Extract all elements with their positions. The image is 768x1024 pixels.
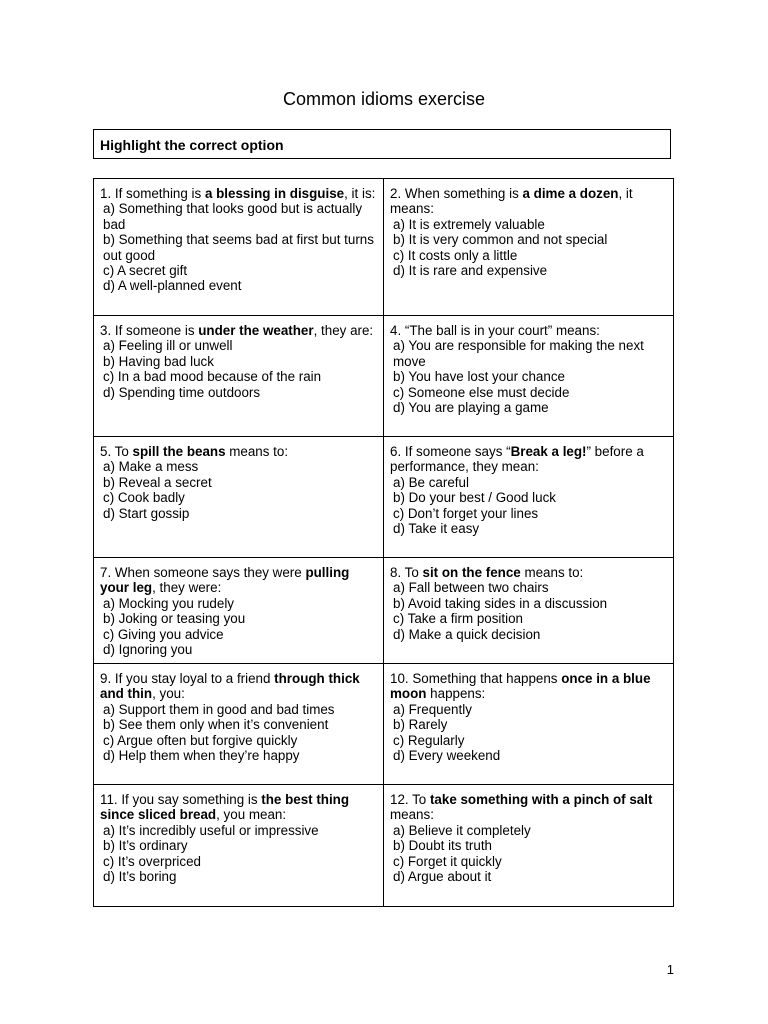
question-row: [94, 558, 674, 664]
question-text: 3. If someone is: [100, 323, 199, 338]
question-text: 7. When someone says they were: [100, 565, 306, 580]
answer-option[interactable]: d) Take it easy: [393, 521, 480, 537]
question-cell: [384, 316, 674, 437]
question-text: 1. If something is: [100, 186, 205, 201]
answer-option[interactable]: a) Frequently: [393, 701, 472, 717]
question-cell: [94, 785, 384, 907]
idiom-text: a blessing in disguise: [204, 186, 345, 201]
page-number: 1: [666, 962, 674, 977]
answer-option[interactable]: c) It costs only a little: [393, 247, 518, 263]
question-prompt: [100, 792, 377, 823]
question-prompt: [390, 792, 667, 823]
question-text: 10. Something that happens: [390, 671, 562, 686]
question-cell: [384, 785, 674, 907]
answer-option[interactable]: b) It’s ordinary: [103, 838, 188, 854]
idiom-text: take something with a pinch of salt: [429, 792, 653, 807]
answer-option[interactable]: c) Argue often but forgive quickly: [103, 732, 298, 748]
question-cell: [94, 316, 384, 437]
answer-option[interactable]: a) Feeling ill or unwell: [103, 338, 233, 354]
question-text: 8. To: [390, 565, 423, 580]
question-text: 12. To: [390, 792, 430, 807]
answer-option[interactable]: b) Having bad luck: [103, 353, 214, 369]
idiom-text: under the weather: [198, 323, 314, 338]
question-prompt: [390, 565, 667, 580]
answer-option[interactable]: d) Spending time outdoors: [103, 384, 261, 400]
question-prompt: [390, 186, 667, 217]
question-text-suffix: , you:: [152, 686, 185, 702]
answer-option[interactable]: d) It’s boring: [103, 869, 177, 885]
idiom-text: the best thing since sliced bread: [100, 792, 350, 823]
answer-option[interactable]: b) Rarely: [393, 717, 448, 733]
answer-option[interactable]: c) Don’t forget your lines: [393, 505, 539, 521]
answer-option[interactable]: b) It is very common and not special: [393, 232, 608, 248]
answer-option[interactable]: c) Take a firm position: [393, 611, 523, 627]
answer-option[interactable]: d) Start gossip: [103, 505, 190, 521]
answer-option[interactable]: c) Regularly: [393, 732, 465, 748]
answer-option[interactable]: b) Do your best / Good luck: [393, 490, 556, 506]
answer-option[interactable]: c) It’s overpriced: [103, 853, 201, 869]
question-text: 2. When something is: [390, 186, 523, 201]
question-prompt: [100, 186, 377, 201]
answer-option[interactable]: d) A well-planned event: [103, 278, 242, 294]
answer-option[interactable]: b) You have lost your chance: [393, 369, 565, 385]
idiom-text: through thick and thin: [100, 671, 360, 702]
question-text-suffix: happens:: [426, 686, 486, 702]
question-text: 4. “The ball is in your court” means:: [390, 323, 600, 338]
question-cell: [384, 664, 674, 785]
answer-option[interactable]: d) Make a quick decision: [393, 626, 541, 642]
answer-option[interactable]: b) Reveal a secret: [103, 474, 212, 490]
answer-option[interactable]: d) Argue about it: [393, 869, 492, 885]
answer-option[interactable]: c) Someone else must decide: [393, 384, 570, 400]
question-text-suffix: , it means:: [390, 186, 633, 217]
answer-option[interactable]: d) Ignoring you: [103, 642, 193, 658]
answer-option[interactable]: b) Doubt its truth: [393, 838, 492, 854]
question-text: 9. If you stay loyal to a friend: [100, 671, 275, 686]
question-text-suffix: , it is:: [344, 186, 376, 201]
idiom-text: Break a leg!: [510, 444, 587, 459]
question-row: [94, 179, 674, 316]
answer-option[interactable]: a) Be careful: [393, 474, 469, 490]
question-prompt: [100, 671, 377, 702]
answer-option[interactable]: c) Cook badly: [103, 490, 185, 506]
question-cell: [384, 558, 674, 664]
instruction-box: [93, 129, 671, 159]
question-row: [94, 664, 674, 785]
question-text-suffix: ” before a performance, they mean:: [390, 444, 644, 475]
instruction-text: Highlight the correct option: [100, 137, 284, 153]
idiom-text: a dime a dozen: [522, 186, 619, 201]
answer-option[interactable]: c) In a bad mood because of the rain: [103, 369, 322, 385]
answer-option[interactable]: a) It is extremely valuable: [393, 216, 545, 232]
question-text: 5. To: [100, 444, 133, 459]
answer-option[interactable]: b) Something that seems bad at first but turns out good: [103, 232, 374, 263]
question-prompt: [390, 323, 667, 338]
answer-option[interactable]: d) It is rare and expensive: [393, 263, 548, 279]
answer-option[interactable]: a) Believe it completely: [393, 822, 531, 838]
answer-option[interactable]: a) Fall between two chairs: [393, 580, 549, 596]
question-prompt: [390, 671, 667, 702]
question-text: 11. If you say something is: [100, 792, 262, 807]
question-text-suffix: means to:: [225, 444, 289, 459]
question-prompt: [100, 444, 377, 459]
question-cell: [94, 179, 384, 316]
question-text: 6. If someone says “: [390, 444, 511, 459]
question-cell: [94, 437, 384, 558]
answer-option[interactable]: c) Giving you advice: [103, 626, 224, 642]
question-text-suffix: , you mean:: [216, 807, 287, 823]
idiom-text: sit on the fence: [422, 565, 521, 580]
question-cell: [384, 179, 674, 316]
answer-option[interactable]: b) Joking or teasing you: [103, 611, 246, 627]
answer-option[interactable]: b) Avoid taking sides in a discussion: [393, 595, 608, 611]
question-grid: [93, 178, 674, 907]
answer-option[interactable]: a) Support them in good and bad times: [103, 701, 335, 717]
question-prompt: [390, 444, 667, 475]
idiom-text: pulling your leg: [100, 565, 350, 596]
answer-option[interactable]: c) Forget it quickly: [393, 853, 502, 869]
question-cell: [94, 664, 384, 785]
answer-option[interactable]: d) Every weekend: [393, 748, 501, 764]
answer-option[interactable]: a) Mocking you rudely: [103, 595, 234, 611]
question-text-suffix: , they were:: [152, 580, 222, 596]
question-text-suffix: means to:: [520, 565, 584, 580]
answer-option[interactable]: c) A secret gift: [103, 263, 188, 279]
answer-option[interactable]: d) You are playing a game: [393, 400, 549, 416]
question-prompt: [100, 565, 377, 596]
answer-option[interactable]: b) See them only when it’s convenient: [103, 717, 329, 733]
question-cell: [94, 558, 384, 664]
idiom-text: once in a blue moon: [390, 671, 651, 702]
question-cell: [384, 437, 674, 558]
answer-option[interactable]: a) Something that looks good but is actually bad: [103, 201, 363, 232]
idiom-text: spill the beans: [132, 444, 226, 459]
question-text-suffix: means:: [390, 807, 434, 823]
question-prompt: [100, 323, 377, 338]
answer-option[interactable]: a) It’s incredibly useful or impressive: [103, 822, 319, 838]
page-title: Common idioms exercise: [282, 89, 486, 109]
answer-option[interactable]: d) Help them when they’re happy: [103, 748, 300, 764]
question-text-suffix: , they are:: [313, 323, 374, 338]
question-row: [94, 785, 674, 907]
question-row: [94, 437, 674, 558]
answer-option[interactable]: a) Make a mess: [103, 459, 199, 475]
question-row: [94, 316, 674, 437]
answer-option[interactable]: a) You are responsible for making the next move: [393, 338, 644, 369]
